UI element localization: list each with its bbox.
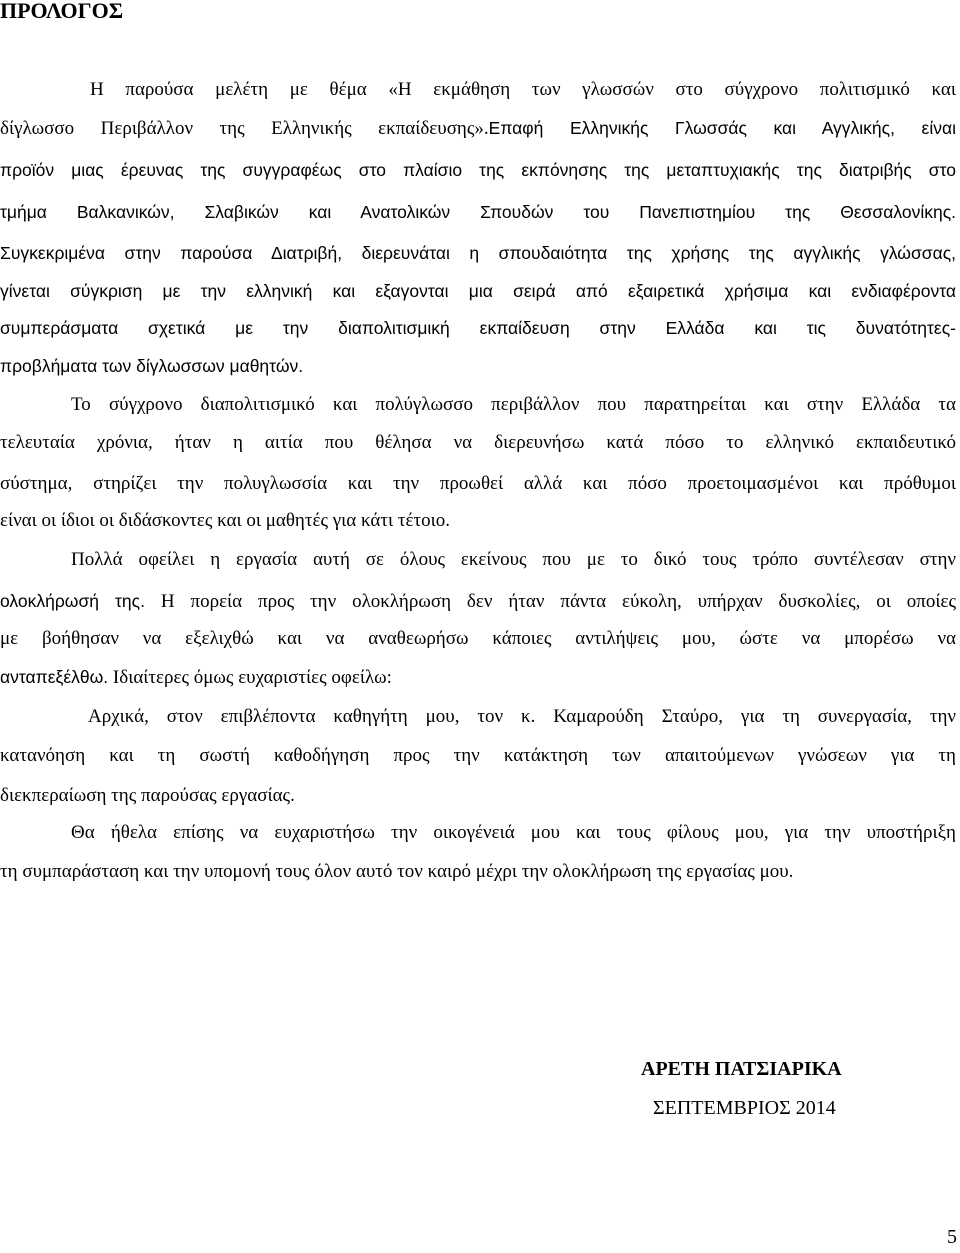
text-line: Θα ήθελα επίσης να ευχαριστήσω την οικογένειά μου και τους φίλους μου, για την υποστήριξη <box>71 822 956 843</box>
page-number: 5 <box>947 1226 957 1248</box>
signature-date: ΣΕΠΤΕΜΒΡΙΟΣ 2014 <box>653 1097 836 1119</box>
text-line: γίνεται σύγκριση με την ελληνική και εξαγονται μια σειρά από εξαιρετικά χρήσιμα και ενδιαφέροντα <box>0 281 956 301</box>
text-line: Το σύγχρονο διαπολιτισμικό και πολύγλωσσο περιβάλλον που παρατηρείται και στην Ελλάδα τα <box>71 394 956 415</box>
text-line: συμπεράσματα σχετικά με την διαπολιτισμική εκπαίδευση στην Ελλάδα και τις δυνατότητες- <box>0 318 956 338</box>
text-line: Συγκεκριμένα στην παρούσα Διατριβή, διερευνάται η σπουδαιότητα της χρήσης της αγγλικής γλώσσας, <box>0 243 956 263</box>
text-line: ανταπεξέλθω. Ιδιαίτερες όμως ευχαριστίες οφείλω: <box>0 667 392 688</box>
text-line: Η παρούσα μελέτη με θέμα «Η εκμάθηση των γλωσσών στο σύγχρονο πολιτισμικό και <box>90 79 956 100</box>
page-title: ΠΡΟΛΟΓΟΣ <box>0 0 124 23</box>
text-line: δίγλωσσο Περιβάλλον της Ελληνικής εκπαίδευσης».Επαφή Ελληνικής Γλωσσάς και Αγγλικής, είναι <box>0 118 957 139</box>
text-line: κατανόηση και τη σωστή καθοδήγηση προς την κατάκτηση των απαιτούμενων γνώσεων για τη <box>0 745 956 766</box>
text-line: Αρχικά, στον επιβλέποντα καθηγήτη μου, τον κ. Καμαρούδη Σταύρο, για τη συνεργασία, την <box>88 706 956 727</box>
text-line: σύστημα, στηρίζει την πολυγλωσσία και την προωθεί αλλά και πόσο προετοιμασμένοι και πρόθυμοι <box>0 473 956 494</box>
text-line: τμήμα Βαλκανικών, Σλαβικών και Ανατολικών Σπουδών του Πανεπιστημίου της Θεσσαλονίκης. <box>0 202 956 222</box>
author-name: ΑΡΕΤΗ ΠΑΤΣΙΑΡΙΚΑ <box>641 1058 842 1080</box>
text-line: με βοήθησαν να εξελιχθώ και να αναθεωρήσω κάποιες αντιλήψεις μου, ώστε να μπορέσω να <box>0 628 956 649</box>
text-line: τελευταία χρόνια, ήταν η αιτία που θέλησα να διερευνήσω κατά πόσο το ελληνικό εκπαιδευτικό <box>0 432 956 453</box>
text-line: προϊόν μιας έρευνας της συγγραφέως στο πλαίσιο της εκπόνησης της μεταπτυχιακής της διατριβής στο <box>0 160 956 180</box>
text-line: Πολλά οφείλει η εργασία αυτή σε όλους εκείνους που με το δικό τους τρόπο συντέλεσαν στην <box>71 549 956 570</box>
text-line: ολοκλήρωσή της. Η πορεία προς την ολοκλήρωση δεν ήταν πάντα εύκολη, υπήρχαν δυσκολίες, οι οποίες <box>0 591 956 612</box>
text-line: διεκπεραίωση της παρούσας εργασίας. <box>0 785 295 806</box>
text-line: είναι οι ίδιοι οι διδάσκοντες και οι μαθητές για κάτι τέτοιο. <box>0 510 450 531</box>
text-line: τη συμπαράσταση και την υπομονή τους όλον αυτό τον καιρό μέχρι την ολοκλήρωση της εργασίας μου. <box>0 861 794 882</box>
text-line: προβλήματα των δίγλωσσων μαθητών. <box>0 356 304 376</box>
